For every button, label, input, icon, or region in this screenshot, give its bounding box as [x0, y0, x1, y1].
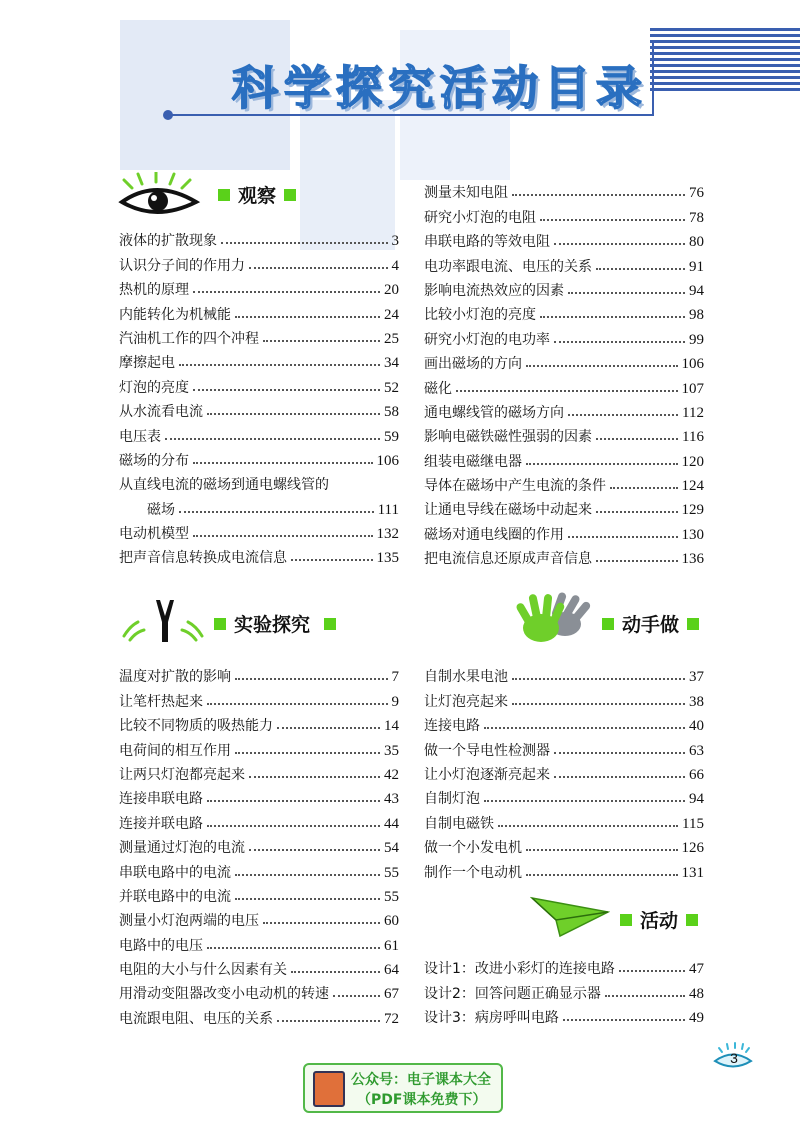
list-item: 连接并联电路 44 [119, 815, 399, 832]
list-item: 研究小灯泡的电阻 78 [424, 209, 704, 226]
section-heading-handson [594, 610, 707, 637]
list-item: 测量小灯泡两端的电压 60 [119, 913, 399, 930]
hands-icon [515, 588, 595, 646]
list-item: 电阻的大小与什么因素有关 64 [119, 962, 399, 979]
list-item: 自制水果电池 37 [424, 669, 704, 686]
section-heading-observe [210, 181, 304, 208]
list-item: 让通电导线在磁场中动起来 129 [424, 502, 704, 519]
list-item: 导体在磁场中产生电流的条件 124 [424, 478, 704, 495]
section-heading-experiment [206, 610, 344, 637]
list-item: 磁场对通电线圈的作用 130 [424, 526, 704, 543]
list-item: 认识分子间的作用力 4 [119, 257, 399, 274]
list-item: 从水流看电流 58 [119, 404, 399, 421]
watermark-line1: 公众号：电子课本大全 [351, 1072, 491, 1088]
green-square [687, 618, 699, 630]
experiment-list [119, 662, 399, 1028]
list-item: 把电流信息还原成声音信息 136 [424, 551, 704, 568]
page-title: 科学探究活动目录 [232, 61, 648, 115]
activity-list [424, 954, 704, 1027]
list-item: 让小灯泡逐渐亮起来 66 [424, 766, 704, 783]
list-item: 做一个小发电机 126 [424, 840, 704, 857]
list-item: 温度对扩散的影响 7 [119, 669, 399, 686]
list-item: 测量未知电阻 76 [424, 185, 704, 202]
observe-list-continued [424, 178, 704, 568]
paper-plane-icon [530, 892, 610, 938]
green-square [686, 914, 698, 926]
list-item: 电荷间的相互作用 35 [119, 742, 399, 759]
list-item: 研究小灯泡的电功率 99 [424, 331, 704, 348]
list-item: 内能转化为机械能 24 [119, 306, 399, 323]
header-stripes [650, 28, 800, 92]
list-item: 影响电流热效应的因素 94 [424, 282, 704, 299]
list-item: 热机的原理 20 [119, 282, 399, 299]
list-item: 比较不同物质的吸热能力 14 [119, 718, 399, 735]
list-item: 让笔杆热起来 9 [119, 693, 399, 710]
green-square [214, 618, 226, 630]
eye-icon [118, 172, 208, 220]
list-item: 把声音信息转换成电流信息 135 [119, 550, 399, 567]
green-square [284, 189, 296, 201]
page-number: 3 [730, 1050, 738, 1066]
green-square [218, 189, 230, 201]
list-item: 让两只灯泡都亮起来 42 [119, 766, 399, 783]
list-item: 用滑动变阻器改变小电动机的转速 67 [119, 986, 399, 1003]
handson-list [424, 662, 704, 882]
list-item: 自制灯泡 94 [424, 791, 704, 808]
section-title-handson: 动手做 [622, 614, 680, 636]
green-square [324, 618, 336, 630]
list-item: 制作一个电动机 131 [424, 864, 704, 881]
section-title-observe: 观察 [238, 185, 277, 207]
book-icon [313, 1071, 345, 1107]
section-title-activity: 活动 [640, 910, 679, 932]
section-heading-activity [612, 906, 706, 933]
list-item: 串联电路中的电流 55 [119, 864, 399, 881]
list-item: 电动机模型 132 [119, 526, 399, 543]
list-item: 从直线电流的磁场到通电螺线管的 磁场 111 [119, 477, 399, 518]
list-item: 电路中的电压 61 [119, 937, 399, 954]
tuning-fork-icon [118, 596, 210, 644]
list-item: 摩擦起电 34 [119, 355, 399, 372]
watermark-banner [303, 1063, 503, 1113]
list-item: 磁化 107 [424, 380, 704, 397]
green-square [602, 618, 614, 630]
list-item: 汽油机工作的四个冲程 25 [119, 330, 399, 347]
list-item: 连接电路 40 [424, 718, 704, 735]
list-item: 连接串联电路 43 [119, 791, 399, 808]
list-item: 磁场的分布 106 [119, 452, 399, 469]
watermark-line2: （PDF课本免费下） [357, 1092, 487, 1108]
list-item: 并联电路中的电流 55 [119, 888, 399, 905]
list-item: 设计3：病房呼叫电路 49 [424, 1010, 704, 1027]
list-item: 测量通过灯泡的电流 54 [119, 840, 399, 857]
list-item: 电流跟电阻、电压的关系 72 [119, 1010, 399, 1027]
list-item: 串联电路的等效电阻 80 [424, 234, 704, 251]
list-item: 电压表 59 [119, 428, 399, 445]
list-item: 液体的扩散现象 3 [119, 233, 399, 250]
title-bullet-dot [163, 110, 173, 120]
list-item: 组装电磁继电器 120 [424, 453, 704, 470]
list-item: 设计2：回答问题正确显示器 48 [424, 985, 704, 1002]
title-vertical-line [652, 40, 654, 116]
section-title-experiment: 实验探究 [234, 614, 311, 636]
list-item: 影响电磁铁磁性强弱的因素 116 [424, 429, 704, 446]
list-item: 灯泡的亮度 52 [119, 379, 399, 396]
list-item: 设计1：改进小彩灯的连接电路 47 [424, 961, 704, 978]
list-item: 电功率跟电流、电压的关系 91 [424, 258, 704, 275]
list-item: 比较小灯泡的亮度 98 [424, 307, 704, 324]
list-item: 画出磁场的方向 106 [424, 356, 704, 373]
list-item: 通电螺线管的磁场方向 112 [424, 404, 704, 421]
green-square [620, 914, 632, 926]
observe-list [119, 226, 399, 567]
list-item: 让灯泡亮起来 38 [424, 693, 704, 710]
list-item: 做一个导电性检测器 63 [424, 742, 704, 759]
list-item: 自制电磁铁 115 [424, 815, 704, 832]
